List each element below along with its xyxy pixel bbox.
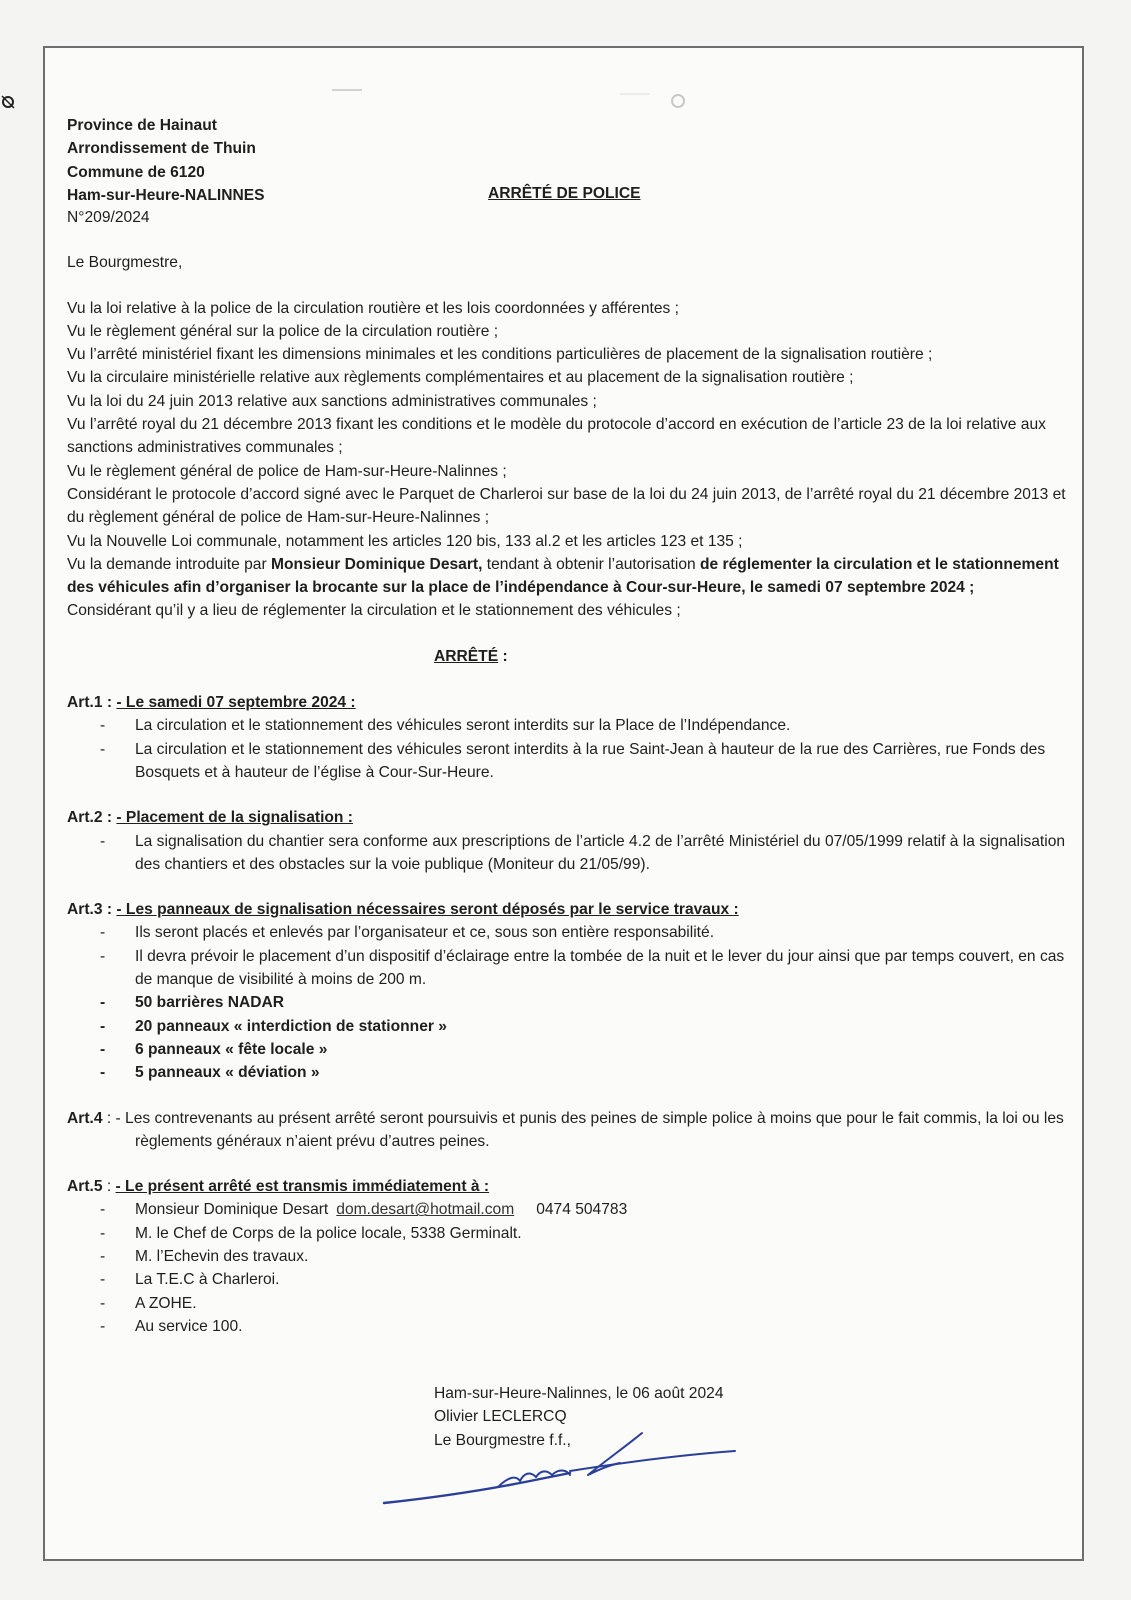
article-label: Art.3 :: [67, 901, 113, 919]
reference-number: N°209/2024: [67, 209, 150, 226]
list-item: - La signalisation du chantier sera conforme aux prescriptions de l’article 4.2 de l’arrêté Ministériel du 07/05/1999 relatif à la signalisation des chantiers et des obstacles sur la voie publique (Moniteur du 21/05/99).: [67, 830, 1067, 877]
recipient-phone: 0474 504783: [536, 1201, 628, 1219]
list-item-signage: - 6 panneaux « fête locale »: [67, 1038, 1067, 1061]
article-text: [67, 1107, 1067, 1154]
request-middle: tendant à obtenir l’autorisation: [482, 555, 701, 573]
request-intro: Vu la demande introduite par: [67, 555, 272, 573]
document-body: [67, 114, 1067, 1338]
list-item: - La circulation et le stationnement des véhicules seront interdits à la rue Saint-Jean à hauteur de la rue des Carrières, rue Fonds des Bosquets et à hauteur de l’église à Cour-Sur-Heure.: [67, 738, 1067, 785]
decree-heading: [67, 645, 1067, 668]
consideration: Vu la loi relative à la police de la circulation routière et les lois coordonnées y afférentes ;: [67, 299, 679, 317]
request-object: de réglementer la circulation et le stationnement des véhicules afin d’organiser la brocante sur la place de l’indépendance à Cour-sur-Heure, le samedi 07 septembre 2024 ;: [67, 555, 1059, 597]
signature-role: Le Bourgmestre f.f.,: [434, 1431, 571, 1449]
article-list: [67, 921, 1067, 1084]
considerations: [67, 297, 1067, 623]
signature-place-date: Ham-sur-Heure-Nalinnes, le 06 août 2024: [434, 1385, 724, 1402]
article-body: : - Les contrevenants au présent arrêté seront poursuivis et punis des peines de simple police à moins que pour le fait commis, la loi ou les règlements généraux n’aient prévu d’autres peines.: [102, 1109, 1064, 1150]
consideration-request: [67, 553, 1067, 600]
article-5: [67, 1175, 1067, 1338]
list-item: - Il devra prévoir le placement d’un dispositif d’éclairage entre la tombée de la nuit et le lever du jour ainsi que par temps couvert, en cas de manque de visibilité à moins de 200 m.: [67, 945, 1067, 992]
recipient-item: - M. le Chef de Corps de la police locale, 5338 Germinalt.: [67, 1222, 1067, 1245]
article-2: [67, 806, 1067, 876]
consideration: Vu le règlement général de police de Ham-sur-Heure-Nalinnes ;: [67, 462, 507, 480]
issuer-commune: Commune de 6120: [67, 163, 205, 181]
article-title: - Placement de la signalisation :: [116, 809, 353, 827]
signature-name: Olivier LECLERCQ: [434, 1408, 567, 1426]
list-item-signage: - 20 panneaux « interdiction de stationner »: [67, 1015, 1067, 1038]
consideration: Considérant le protocole d’accord signé avec le Parquet de Charleroi sur base de la loi du 24 juin 2013, de l’arrêté royal du 21 décembre 2013 et du règlement général de police de Ham-sur-Heure-Nalinnes ;: [67, 485, 1066, 527]
article-separator: :: [102, 1178, 116, 1196]
article-label: Art.1 :: [67, 694, 113, 712]
article-title: - Le samedi 07 septembre 2024 :: [116, 694, 356, 712]
article-title: - Le présent arrêté est transmis immédiatement à :: [115, 1178, 490, 1196]
issuer-city: Ham-sur-Heure-NALINNES: [67, 186, 265, 204]
article-4: [67, 1107, 1067, 1154]
consideration: Considérant qu’il y a lieu de réglementer la circulation et le stationnement des véhicules ;: [67, 602, 681, 620]
recipient-item: - Au service 100.: [67, 1315, 1067, 1338]
article-heading: [67, 806, 1067, 829]
consideration: Vu le règlement général sur la police de la circulation routière ;: [67, 322, 499, 340]
issuer-district: Arrondissement de Thuin: [67, 140, 256, 158]
recipient-name: Monsieur Dominique Desart: [135, 1201, 329, 1219]
article-title: - Les panneaux de signalisation nécessaires seront déposés par le service travaux :: [116, 901, 739, 919]
recipient-item: - A ZOHE.: [67, 1292, 1067, 1315]
article-heading: [67, 898, 1067, 921]
recipient-item: - La T.E.C à Charleroi.: [67, 1268, 1067, 1291]
consideration: Vu l’arrêté ministériel fixant les dimensions minimales et les conditions particulières de placement de la signalisation routière ;: [67, 346, 933, 364]
list-item: - La circulation et le stationnement des véhicules seront interdits sur la Place de l’Indépendance.: [67, 714, 1067, 737]
consideration: Vu la loi du 24 juin 2013 relative aux sanctions administratives communales ;: [67, 392, 597, 410]
scan-artifact-top-icon: [330, 85, 710, 115]
consideration: Vu la circulaire ministérielle relative aux règlements complémentaires et au placement de la signalisation routière ;: [67, 369, 854, 387]
article-list: [67, 714, 1067, 784]
list-item-signage: - 50 barrières NADAR: [67, 991, 1067, 1014]
article-3: [67, 898, 1067, 1084]
recipient-list: [67, 1198, 1067, 1338]
article-label: Art.2 :: [67, 809, 113, 827]
article-1: [67, 691, 1067, 784]
consideration: Vu l’arrêté royal du 21 décembre 2013 fixant les conditions et le modèle du protocole d’accord en exécution de l’article 23 de la loi relative aux sanctions administratives communales ;: [67, 416, 1046, 457]
article-list: [67, 830, 1067, 877]
consideration: Vu la Nouvelle Loi communale, notamment les articles 120 bis, 133 al.2 et les articles 123 et 135 ;: [67, 532, 743, 550]
list-item-signage: - 5 panneaux « déviation »: [67, 1061, 1067, 1084]
scan-artifact-left-icon: [0, 92, 18, 112]
letter-header: [67, 114, 1067, 206]
issuer-province: Province de Hainaut: [67, 117, 217, 134]
list-item: - Ils seront placés et enlevés par l’organisateur et ce, sous son entière responsabilité.: [67, 921, 1067, 944]
recipient-email-link[interactable]: dom.desart@hotmail.com: [336, 1201, 515, 1219]
article-heading: [67, 691, 1067, 714]
article-label: Art.4: [67, 1109, 103, 1127]
recipient-item: [67, 1198, 1067, 1221]
salutation: Le Bourgmestre,: [67, 254, 183, 272]
recipient-item: - M. l’Echevin des travaux.: [67, 1245, 1067, 1268]
decree-heading-word: ARRÊTÉ: [434, 647, 499, 665]
handwritten-signature-icon: [380, 1425, 750, 1515]
article-label: Art.5: [67, 1178, 103, 1196]
document-title: ARRÊTÉ DE POLICE: [488, 185, 641, 202]
decree-heading-colon: :: [498, 647, 508, 665]
article-heading: [67, 1175, 1067, 1198]
requester-name: Monsieur Dominique Desart,: [271, 555, 483, 573]
